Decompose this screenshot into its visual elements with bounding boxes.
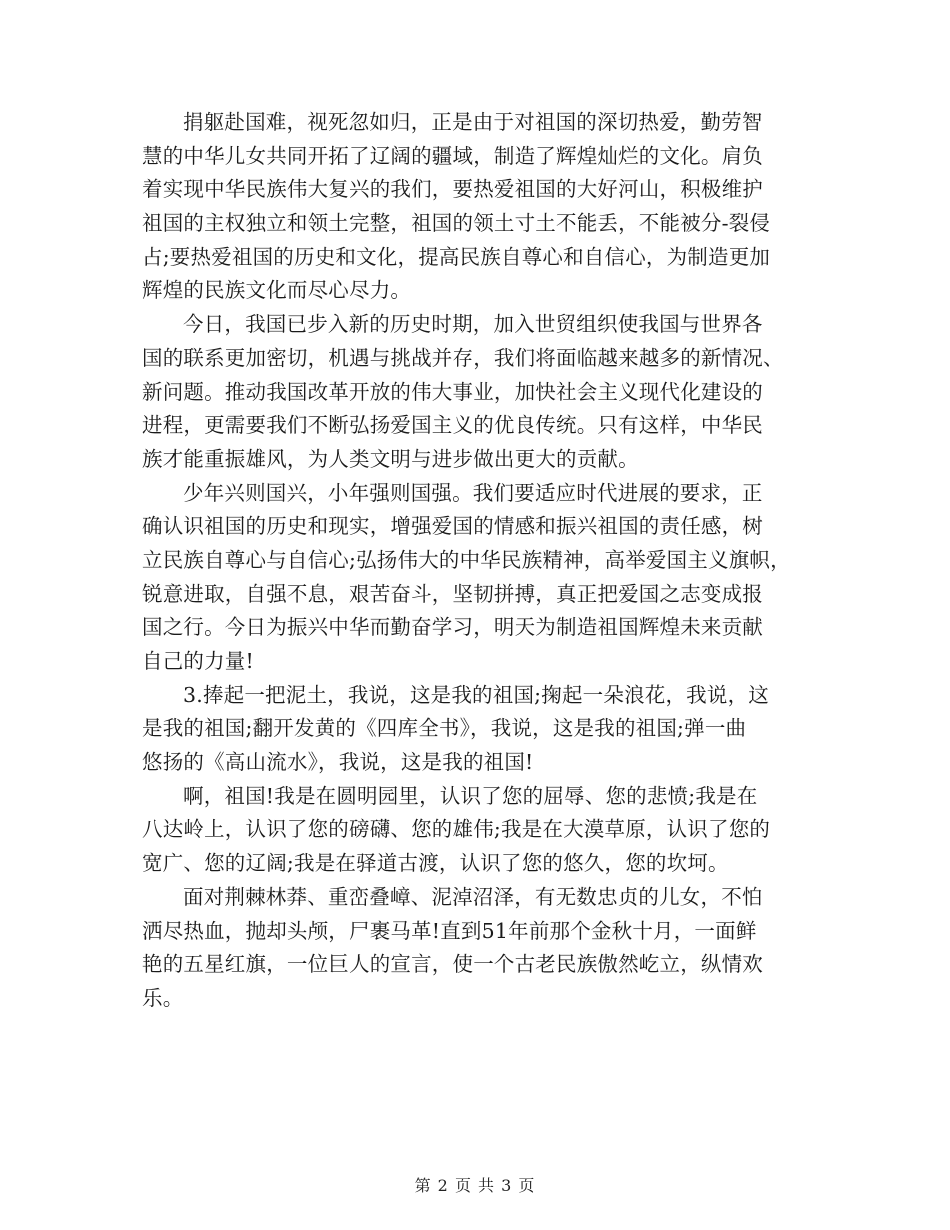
paragraph-1	[142, 106, 810, 308]
text-line: 祖国的主权独立和领土完整，祖国的领土寸土不能丢，不能被分-裂侵	[142, 211, 771, 236]
text-line: 立民族自尊心与自信心;弘扬伟大的中华民族精神，高举爱国主义旗帜，	[142, 547, 791, 572]
text-line: 确认识祖国的历史和现实，增强爱国的情感和振兴祖国的责任感，树	[142, 514, 763, 539]
text-line: 今日，我国已步入新的历史时期，加入世贸组织使我国与世界各	[183, 312, 763, 337]
paragraph-3	[142, 477, 810, 679]
paragraph-4	[142, 679, 810, 780]
text-line: 洒尽热血，抛却头颅，尸裹马革!直到51年前那个金秋十月，一面鲜	[142, 918, 757, 943]
paragraph-6	[142, 881, 810, 1016]
text-line: 面对荆棘林莽、重峦叠嶂、泥淖沼泽，有无数忠贞的儿女，不怕	[183, 884, 763, 909]
text-line: 3.捧起一把泥土，我说，这是我的祖国;掬起一朵浪花，我说，这	[183, 682, 769, 707]
text-line: 啊，祖国!我是在圆明园里，认识了您的屈辱、您的悲愤;我是在	[183, 783, 758, 808]
paragraph-2	[142, 308, 810, 476]
text-line: 进程，更需要我们不断弘扬爱国主义的优良传统。只有这样，中华民	[142, 413, 763, 438]
text-line: 乐。	[142, 985, 184, 1010]
text-line: 国之行。今日为振兴中华而勤奋学习，明天为制造祖国辉煌未来贡献	[142, 615, 763, 640]
paragraph-5	[142, 780, 810, 881]
text-line: 自己的力量!	[142, 649, 254, 673]
text-line: 少年兴则国兴，小年强则国强。我们要适应时代进展的要求，正	[183, 480, 763, 505]
text-line: 占;要热爱祖国的历史和文化，提高民族自尊心和自信心，为制造更加	[142, 244, 771, 269]
text-line: 八达岭上，认识了您的磅礴、您的雄伟;我是在大漠草原，认识了您的	[142, 817, 771, 842]
text-line: 锐意进取，自强不息，艰苦奋斗，坚韧拼搏，真正把爱国之志变成报	[142, 581, 763, 606]
page-number-footer: 第 2 页 共 3 页	[414, 1176, 536, 1195]
text-line: 国的联系更加密切，机遇与挑战并存，我们将面临越来越多的新情况、	[142, 345, 784, 370]
text-line: 悠扬的《高山流水》，我说，这是我的祖国!	[142, 750, 534, 775]
text-line: 捐躯赴国难，视死忽如归，正是由于对祖国的深切热爱，勤劳智	[183, 110, 763, 134]
text-line: 辉煌的民族文化而尽心尽力。	[142, 278, 412, 303]
text-line: 艳的五星红旗，一位巨人的宣言，使一个古老民族傲然屹立，纵情欢	[142, 952, 763, 977]
text-line: 是我的祖国;翻开发黄的《四库全书》，我说，这是我的祖国;弹一曲	[142, 716, 747, 741]
text-line: 族才能重振雄风，为人类文明与进步做出更大的贡献。	[142, 446, 639, 471]
text-line: 宽广、您的辽阔;我是在驿道古渡，认识了您的悠久，您的坎坷。	[142, 851, 729, 876]
text-line: 慧的中华儿女共同开拓了辽阔的疆域，制造了辉煌灿烂的文化。肩负	[142, 143, 763, 168]
text-line: 着实现中华民族伟大复兴的我们，要热爱祖国的大好河山，积极维护	[142, 177, 763, 202]
document-body	[142, 106, 810, 1016]
text-line: 新问题。推动我国改革开放的伟大事业，加快社会主义现代化建设的	[142, 379, 763, 404]
